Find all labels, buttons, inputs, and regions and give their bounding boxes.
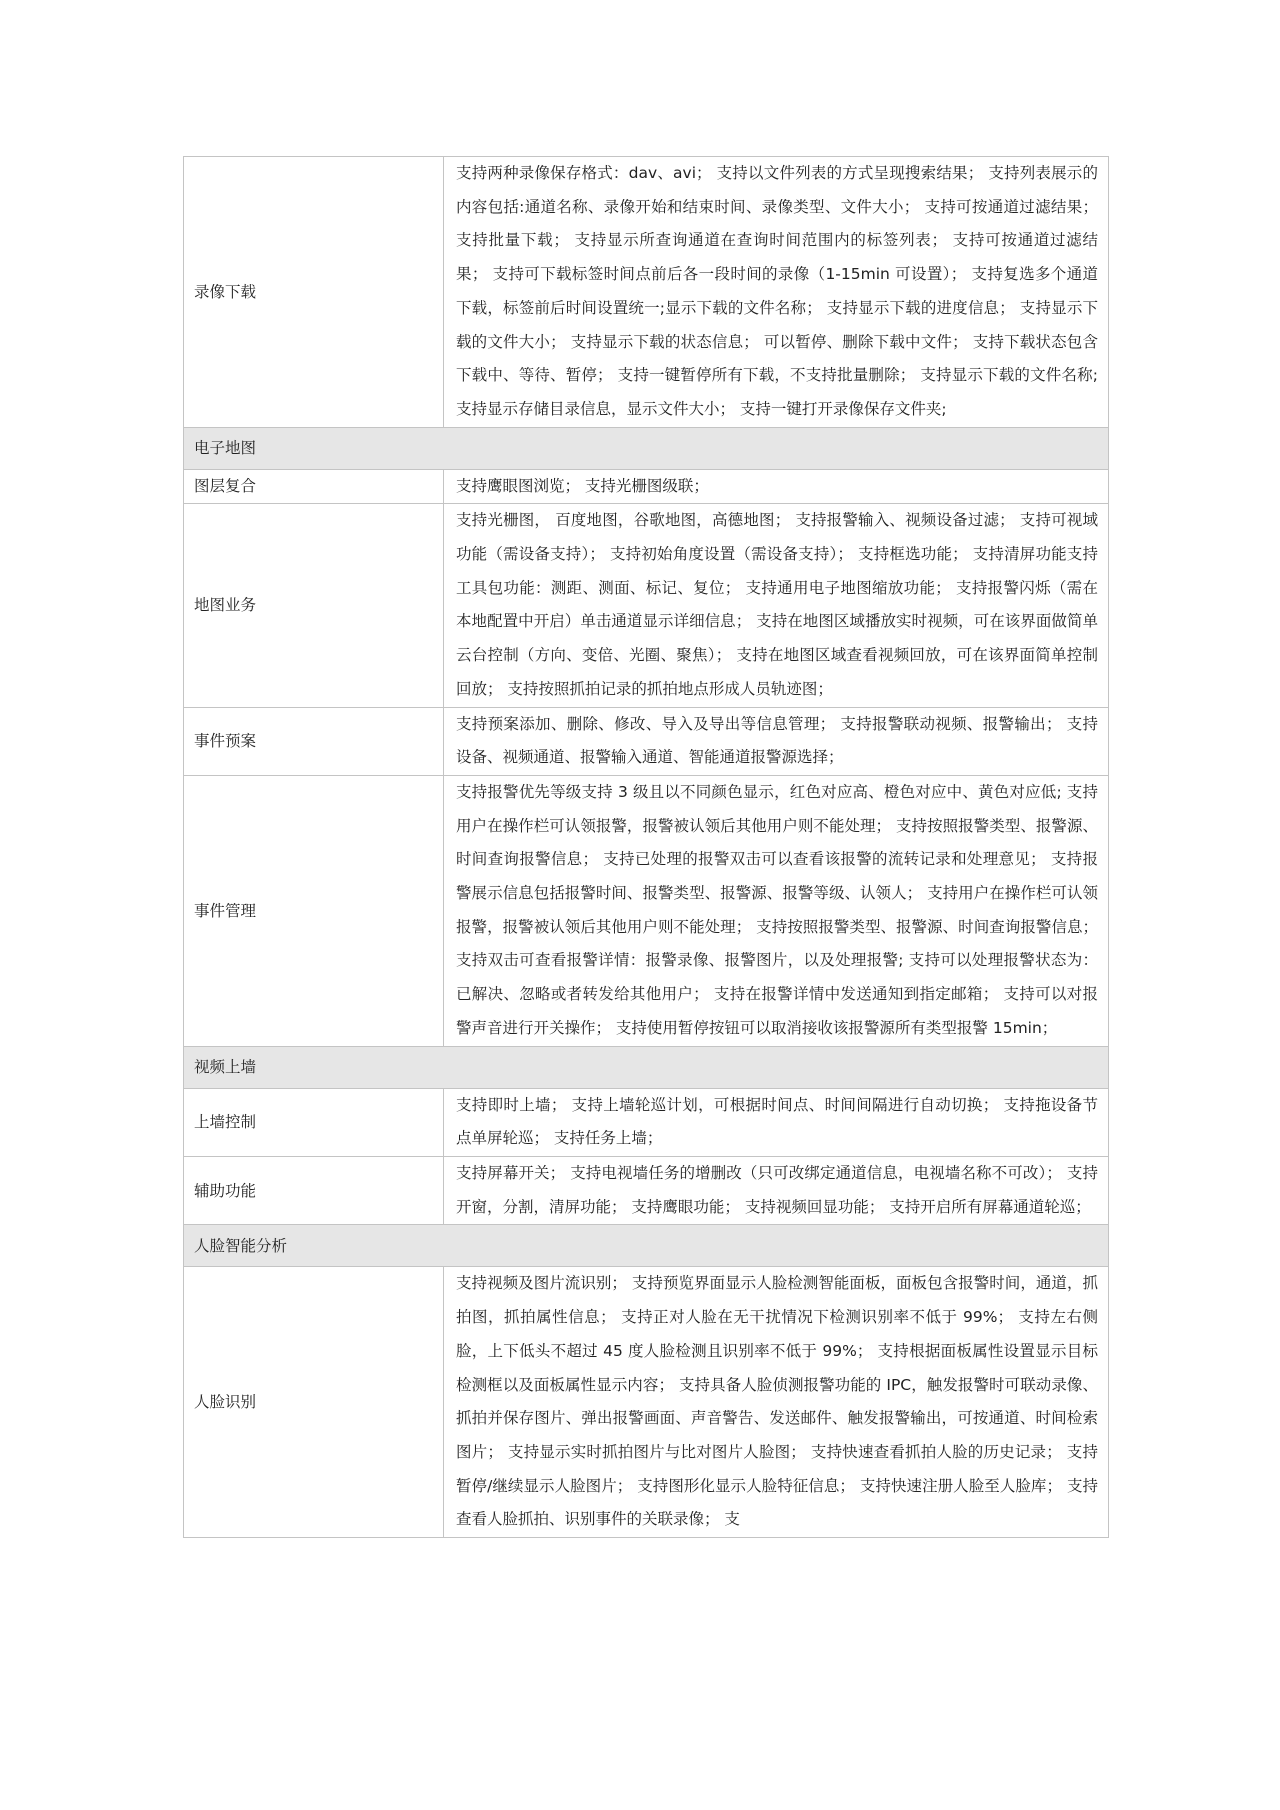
table-row — [184, 469, 1109, 504]
row-desc-cell: 支持视频及图片流识别； 支持预览界面显示人脸检测智能面板，面板包含报警时间，通道，抓拍图，抓拍属性信息； 支持正对人脸在无干扰情况下检测识别率不低于 99%； 支持左右侧脸，上下低头不超过 45 度人脸检测且识别率不低于 99%； 支持根据面板属性设置显示目标检测框以及面板属性显示内容； 支持具备人脸侦测报警功能的 IPC，触发报警时可联动录像、抓拍并保存图片、弹出报警画面、声音警告、发送邮件、触发报警输出，可按通道、时间检索图片； 支持显示实时抓拍图片与比对图片人脸图； 支持快速查看抓拍人脸的历史记录； 支持暂停/继续显示人脸图片； 支持图形化显示人脸特征信息； 支持快速注册人脸至人脸库； 支持查看人脸抓拍、识别事件的关联录像； 支 — [444, 1267, 1109, 1538]
section-header-row — [184, 427, 1109, 469]
table-row — [184, 775, 1109, 1046]
row-name-cell: 录像下载 — [184, 157, 444, 428]
row-desc-cell: 支持屏幕开关； 支持电视墙任务的增删改（只可改绑定通道信息，电视墙名称不可改）； 支持开窗，分割，清屏功能； 支持鹰眼功能； 支持视频回显功能； 支持开启所有屏幕通道轮巡； — [444, 1156, 1109, 1224]
spec-table — [183, 156, 1109, 1538]
table-row — [184, 504, 1109, 707]
table-row — [184, 707, 1109, 775]
section-header-row — [184, 1046, 1109, 1088]
row-desc-cell: 支持光栅图， 百度地图，谷歌地图，高德地图； 支持报警输入、视频设备过滤； 支持可视域功能（需设备支持）； 支持初始角度设置（需设备支持）； 支持框选功能； 支持清屏功能支持工具包功能：测距、测面、标记、复位； 支持通用电子地图缩放功能； 支持报警闪烁（需在本地配置中开启）单击通道显示详细信息； 支持在地图区域播放实时视频，可在该界面做简单云台控制（方向、变倍、光圈、聚焦）； 支持在地图区域查看视频回放，可在该界面简单控制回放； 支持按照抓拍记录的抓拍地点形成人员轨迹图； — [444, 504, 1109, 707]
row-name-cell: 事件管理 — [184, 775, 444, 1046]
table-row — [184, 157, 1109, 428]
section-title: 人脸智能分析 — [184, 1225, 1109, 1267]
row-desc-cell: 支持即时上墙； 支持上墙轮巡计划，可根据时间点、时间间隔进行自动切换； 支持拖设备节点单屏轮巡； 支持任务上墙； — [444, 1088, 1109, 1156]
row-name-cell: 地图业务 — [184, 504, 444, 707]
row-name-cell: 辅助功能 — [184, 1156, 444, 1224]
section-title: 电子地图 — [184, 427, 1109, 469]
row-name-cell: 事件预案 — [184, 707, 444, 775]
section-header-row — [184, 1225, 1109, 1267]
table-row — [184, 1156, 1109, 1224]
row-name-cell: 上墙控制 — [184, 1088, 444, 1156]
row-name-cell: 图层复合 — [184, 469, 444, 504]
table-row — [184, 1088, 1109, 1156]
table-row — [184, 1267, 1109, 1538]
row-desc-cell: 支持预案添加、删除、修改、导入及导出等信息管理； 支持报警联动视频、报警输出； 支持设备、视频通道、报警输入通道、智能通道报警源选择； — [444, 707, 1109, 775]
row-name-cell: 人脸识别 — [184, 1267, 444, 1538]
row-desc-cell: 支持报警优先等级支持 3 级且以不同颜色显示，红色对应高、橙色对应中、黄色对应低; 支持用户在操作栏可认领报警，报警被认领后其他用户则不能处理； 支持按照报警类型、报警源、时间查询报警信息； 支持已处理的报警双击可以查看该报警的流转记录和处理意见； 支持报警展示信息包括报警时间、报警类型、报警源、报警等级、认领人； 支持用户在操作栏可认领报警，报警被认领后其他用户则不能处理； 支持按照报警类型、报警源、时间查询报警信息； 支持双击可查看报警详情：报警录像、报警图片，以及处理报警; 支持可以处理报警状态为：已解决、忽略或者转发给其他用户； 支持在报警详情中发送通知到指定邮箱； 支持可以对报警声音进行开关操作； 支持使用暂停按钮可以取消接收该报警源所有类型报警 15min； — [444, 775, 1109, 1046]
section-title: 视频上墙 — [184, 1046, 1109, 1088]
row-desc-cell: 支持两种录像保存格式：dav、avi； 支持以文件列表的方式呈现搜索结果； 支持列表展示的内容包括:通道名称、录像开始和结束时间、录像类型、文件大小； 支持可按通道过滤结果； 支持批量下载； 支持显示所查询通道在查询时间范围内的标签列表； 支持可按通道过滤结果； 支持可下载标签时间点前后各一段时间的录像（1-15min 可设置）； 支持复选多个通道下载，标签前后时间设置统一;显示下载的文件名称； 支持显示下载的进度信息； 支持显示下载的文件大小； 支持显示下载的状态信息； 可以暂停、删除下载中文件； 支持下载状态包含下载中、等待、暂停； 支持一键暂停所有下载，不支持批量删除； 支持显示下载的文件名称;支持显示存储目录信息，显示文件大小； 支持一键打开录像保存文件夹; — [444, 157, 1109, 428]
row-desc-cell: 支持鹰眼图浏览； 支持光栅图级联； — [444, 469, 1109, 504]
